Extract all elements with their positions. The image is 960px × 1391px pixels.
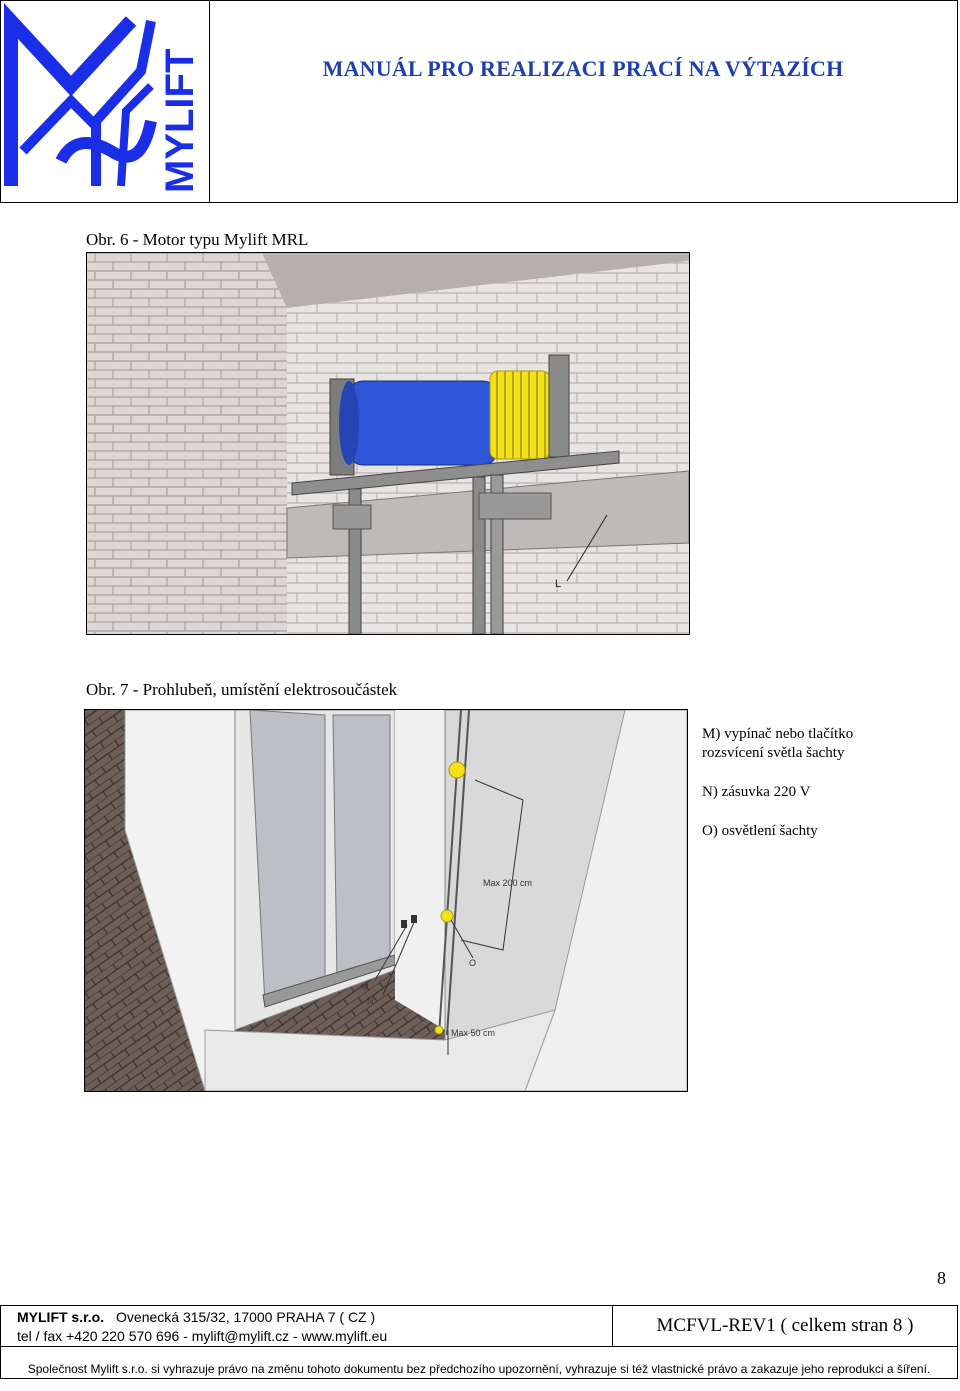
logo-text: MYLIFT bbox=[158, 48, 202, 193]
legend-item-o: O) osvětlení šachty bbox=[702, 823, 818, 839]
page-header bbox=[0, 0, 958, 203]
figure6-label-L: L bbox=[555, 578, 562, 590]
logo-cell bbox=[1, 1, 210, 202]
footer-contact: tel / fax +420 220 570 696 - mylift@mylift.cz - www.mylift.eu bbox=[17, 1328, 388, 1344]
figure7-caption: Obr. 7 - Prohlubeň, umístění elektrosoučástek bbox=[86, 680, 398, 699]
page-footer bbox=[0, 1305, 958, 1347]
figure7-pit-image bbox=[84, 709, 688, 1092]
footer-address: Ovenecká 315/32, 17000 PRAHA 7 ( CZ ) bbox=[116, 1309, 376, 1325]
figure7-label-N: N bbox=[367, 996, 374, 1006]
page-title: MANUÁL PRO REALIZACI PRACÍ NA VÝTAZÍCH bbox=[322, 56, 844, 81]
footer-disclaimer: Společnost Mylift s.r.o. si vyhrazuje právo na změnu tohoto dokumentu bez předchozího upozornění, vyhrazuje si též vlastnické právo a zakazuje jeho reprodukci a šíření. bbox=[0, 1347, 958, 1379]
figure7-label-O: O bbox=[469, 958, 477, 968]
figure6-caption: Obr. 6 - Motor typu Mylift MRL bbox=[86, 230, 309, 249]
footer-contact-block bbox=[1, 1306, 613, 1346]
legend-item-n: N) zásuvka 220 V bbox=[702, 784, 811, 800]
figure7-label-max200: Max 200 cm bbox=[483, 878, 533, 888]
figure7-label-max50: Max 50 cm bbox=[451, 1028, 496, 1038]
figure7-legend bbox=[702, 725, 892, 861]
figure6-motor-image bbox=[86, 252, 690, 635]
page-number: 8 bbox=[937, 1268, 946, 1288]
legend-item-m: M) vypínač nebo tlačítko rozsvícení světla šachty bbox=[702, 726, 854, 761]
footer-doc-ref: MCFVL-REV1 ( celkem stran 8 ) bbox=[656, 1315, 914, 1336]
mylift-logo bbox=[1, 1, 207, 201]
footer-company: MYLIFT s.r.o. bbox=[17, 1309, 105, 1325]
figure7-label-M: M bbox=[361, 982, 369, 992]
